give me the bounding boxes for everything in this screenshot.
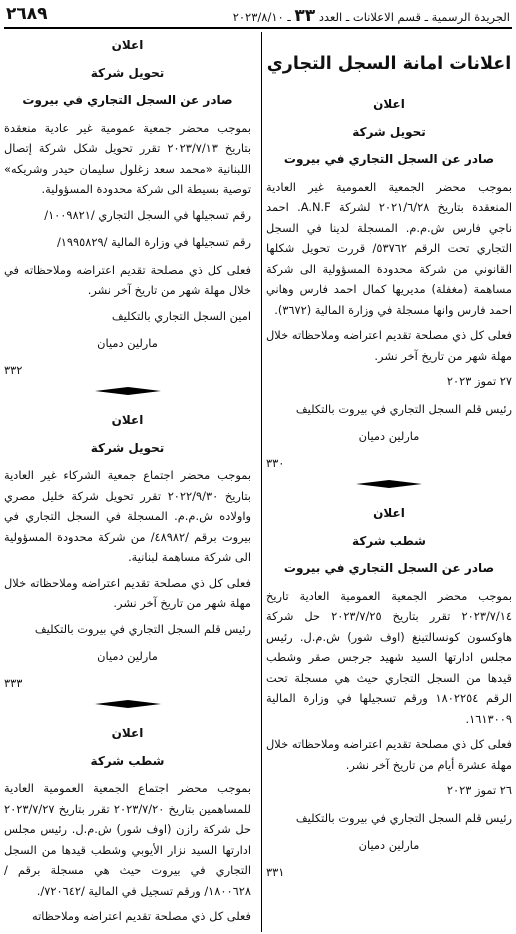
ad-objection: فعلى كل ذي مصلحة تقديم اعتراضه وملاحظاته خلال مهلة شهر من تاريخ آخر نشر.: [4, 575, 251, 610]
ad-subtitle: تحويل شركة: [352, 124, 426, 139]
ad-signer-name: مارلين دميان: [97, 649, 158, 663]
section-title: اعلانات امانة السجل التجاري: [266, 54, 512, 74]
announcement-333: [4, 410, 251, 709]
announcement-334: [4, 723, 251, 927]
ad-signer-name: مارلين دميان: [358, 429, 420, 443]
ad-subtitle: شطب شركة: [90, 753, 165, 768]
ad-date: ٢٦ تموز ٢٠٢٣: [446, 783, 512, 797]
separator-ornament: [266, 479, 512, 489]
ad-label: اعلان: [111, 38, 144, 52]
ad-subtitle: شطب شركة: [352, 533, 426, 548]
ad-body: بموجب محضر اجتماع جمعية الشركاء غير العادية بتاريخ ٢٠٢٢/٩/٣٠ تقرر تحويل شركة خليل مصري واولاده ش.م.م. المسجلة في السجل التجاري في بيروت برقم /٤٨٩٨٢/ من شركة محدودة المسؤولية الى شركة مساهمة لبنانية.: [4, 468, 251, 564]
header-title: [233, 6, 510, 26]
separator-ornament: [4, 386, 251, 396]
ad-number: ٣٣٢: [4, 362, 23, 377]
ad-label: اعلان: [111, 726, 144, 740]
header-rule: [4, 27, 512, 29]
ad-signatory: رئيس قلم السجل التجاري في بيروت بالتكليف: [34, 621, 251, 636]
ad-body: بموجب محضر اجتماع الجمعية العمومية العادية للمساهمين بتاريخ ٢٠٢٣/٧/٢٠ تقرر بتاريخ ٢٠٢٣/٧/٢٧ حل شركة رازن (اوف شور) ش.م.ل. رئيس مجلس ادارتها السيد نزار الأيوبي وشطب قيدها من السجل التجاري في بيروت حيث هي مسجلة برقم /١٨٠٠٦٢٨/ ورقم تسجيل في المالية /٧٢٠٦٤٢/.: [4, 781, 251, 898]
left-column: [4, 32, 251, 932]
ad-date: ٢٧ تموز ٢٠٢٣: [446, 374, 512, 388]
ad-subtitle: تحويل شركة: [90, 440, 165, 455]
ad-objection: فعلى كل ذي مصلحة تقديم اعتراضه وملاحظاته: [32, 909, 251, 923]
ad-signatory: رئيس قلم السجل التجاري في بيروت بالتكليف: [295, 810, 512, 825]
ad-signatory: امين السجل التجاري بالتكليف: [111, 308, 251, 323]
ad-label: اعلان: [373, 97, 405, 111]
ad-heading: صادر عن السجل التجاري في بيروت: [283, 561, 495, 575]
announcement-330: [266, 94, 512, 489]
ad-label: اعلان: [111, 413, 144, 427]
ad-body: بموجب محضر الجمعية العمومية غير العادية المنعقدة بتاريخ ٢٠٢١/٦/٢٨ لشركة A.N.F. احمد ناجي فارس ش.م.م. المسجلة لدينا في السجل التجاري تحت الرقم ٥٣٧٦٢/ قررت تحويل شكلها القانوني من شركة محدودة المسؤولية الى شركة مساهمة (مغفلة) مديريها كمال احمد فارس وهاني احمد فارس وانها مسجلة في وزارة المالية (٣٦٧٢).: [266, 179, 513, 317]
page-number: ٢٦٨٩: [6, 4, 48, 24]
gazette-title: الجريدة الرسمية ـ قسم الاعلانات ـ العدد: [318, 10, 510, 24]
ad-signatory: رئيس قلم السجل التجاري في بيروت بالتكليف: [295, 401, 512, 416]
ad-number: ٣٣٠: [266, 455, 285, 470]
ad-label: اعلان: [373, 506, 405, 520]
ad-heading: صادر عن السجل التجاري في بيروت: [22, 93, 233, 107]
ad-finance-number: رقم تسجيلها في وزارة المالية /١٩٩٥٨٢٩/: [56, 235, 251, 249]
ad-body: بموجب محضر جمعية عمومية غير عادية منعقدة بتاريخ ٢٠٢٣/٧/١٣ تقرر تحويل شكل شركة إتصال اللبنانية «محمد سعد زغلول سليمان حيدر وشريكه» توصية بسيطة الى شركة محدودة المسؤولية.: [4, 120, 251, 196]
issue-number: ٣٣: [294, 6, 316, 26]
ad-subtitle: تحويل شركة: [90, 65, 165, 80]
ad-heading: صادر عن السجل التجاري في بيروت: [283, 152, 495, 166]
right-column: [266, 32, 512, 888]
announcement-332: [4, 35, 251, 396]
announcement-331: [266, 503, 512, 882]
issue-date: ـ ٢٠٢٣/٨/١٠: [232, 10, 291, 24]
ad-signer-name: مارلين دميان: [358, 838, 420, 852]
ad-number: ٣٣١: [266, 864, 285, 879]
page-header: [6, 4, 510, 26]
ad-number: ٣٣٣: [4, 675, 23, 690]
ad-signer-name: مارلين دميان: [97, 336, 158, 350]
ad-body: بموجب محضر الجمعية العمومية العادية تاريخ ٢٠٢٣/٧/١٤ تقرر بتاريخ ٢٠٢٣/٧/٢٥ حل شركة هاوكسون كونسالتينغ (اوف شور) ش.م.ل. رئيس مجلس ادارتها السيد شهيد جرجس صقر وشطب قيدها من السجل التجاري حيث هي مسجلة تحت الرقم ١٨٠٢٢٥٤ ورقم تسجيلها في وزارة المالية ١٦١٣٠٠٩.: [266, 588, 512, 726]
separator-ornament: [4, 699, 251, 709]
column-divider: [261, 32, 262, 932]
ad-registration-number: رقم تسجيلها في السجل التجاري /١٠٠٩٨٢١/: [44, 207, 251, 222]
ad-objection: فعلى كل ذي مصلحة تقديم اعتراضه وملاحظاته في خلال مهلة شهر من تاريخ آخر نشر.: [4, 262, 251, 297]
ad-objection: فعلى كل ذي مصلحة تقديم اعتراضه وملاحظاته خلال مهلة عشرة أيام من تاريخ آخر نشر.: [266, 737, 512, 772]
ad-objection: فعلى كل ذي مصلحة تقديم اعتراضه وملاحظاته خلال مهلة شهر من تاريخ آخر نشر.: [266, 328, 512, 363]
